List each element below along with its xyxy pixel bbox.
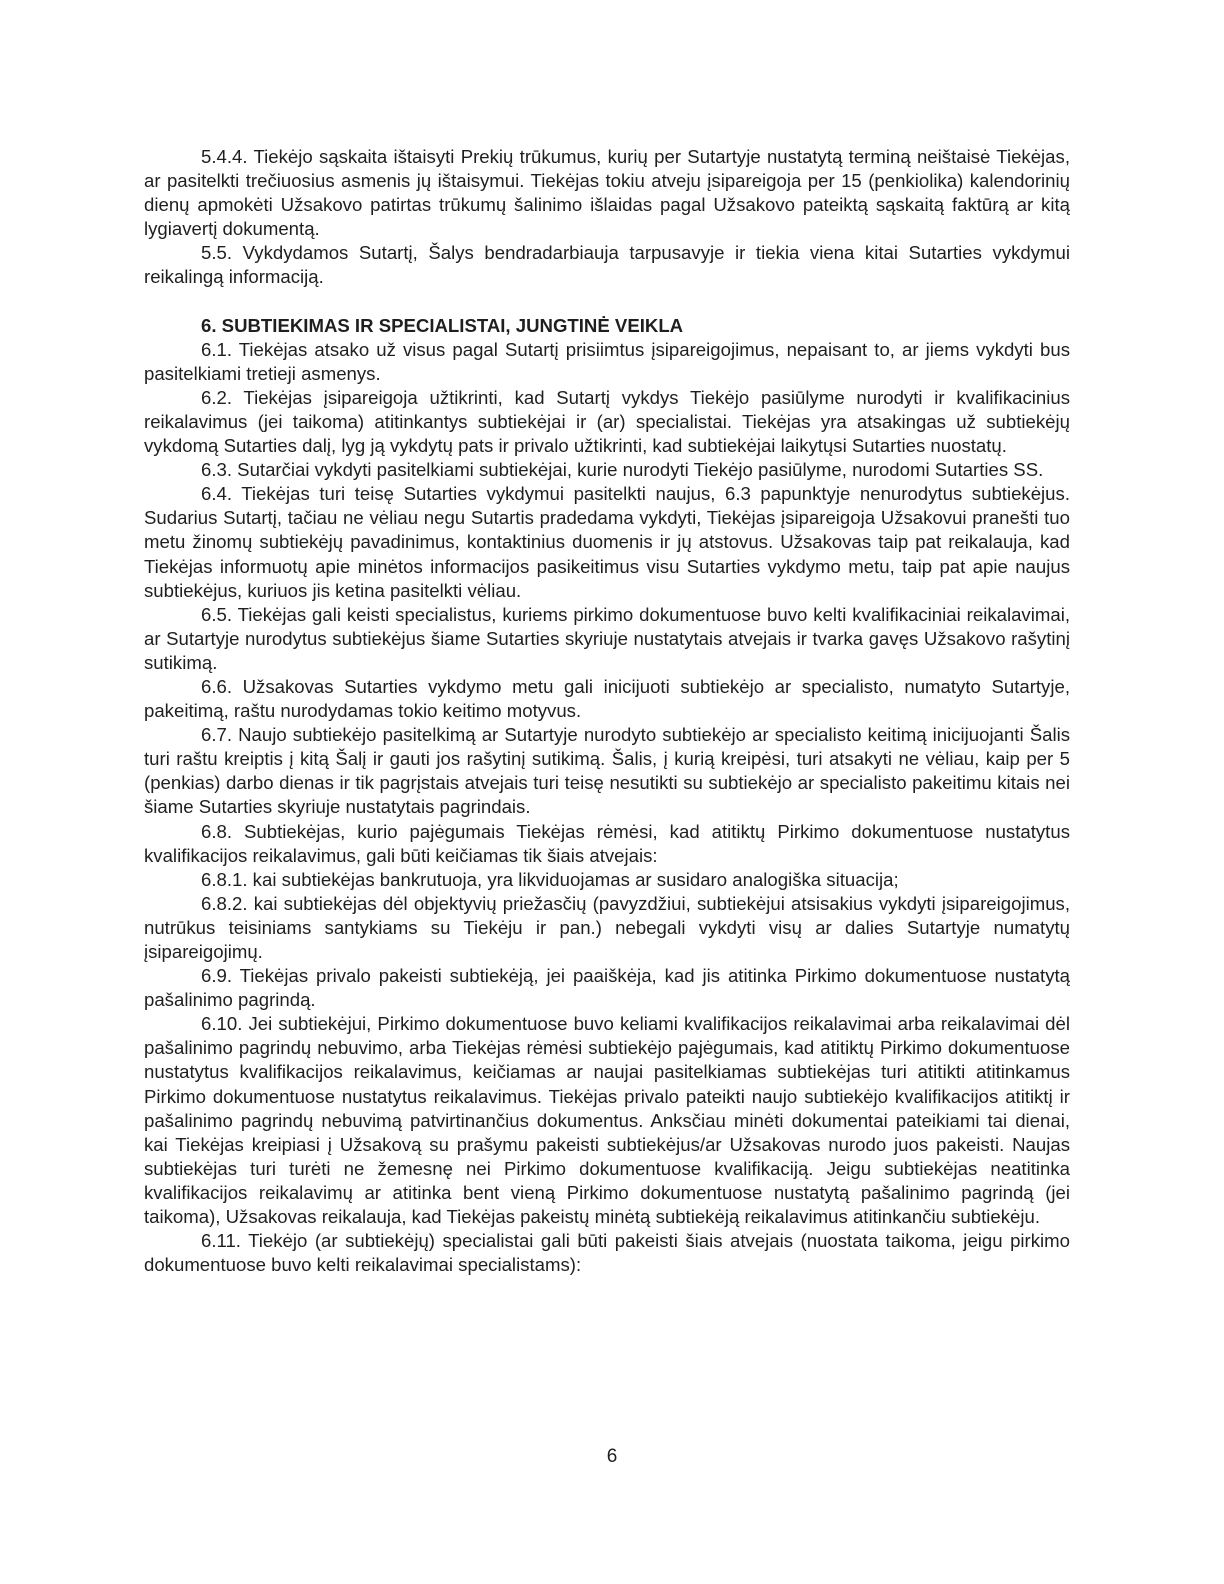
page-body — [144, 145, 1070, 1277]
paragraph-6-3: 6.3. Sutarčiai vykdyti pasitelkiami subtiekėjai, kurie nurodyti Tiekėjo pasiūlyme, nurodomi Sutarties SS. — [201, 459, 1044, 481]
paragraph-6-4: 6.4. Tiekėjas turi teisę Sutarties vykdymui pasitelkti naujus, 6.3 papunktyje nenurodytus subtiekėjus. Sudarius Sutartį, tačiau ne vėliau negu Sutartis pradedama vykdyti, Tiekėjas įsipareigoja Užsakovui pranešti tuo metu žinomų subtiekėjų pavadinimus, kontaktinius duomenis ir jų atstovus. Užsakovas taip pat reikalauja, kad Tiekėjas informuotų apie minėtos informacijos pasikeitimus visu Sutarties vykdymo metu, taip pat apie naujus subtiekėjus, kuriuos jis ketina pasitelkti vėliau. — [144, 483, 1070, 601]
section-heading: 6. SUBTIEKIMAS IR SPECIALISTAI, JUNGTINĖ VEIKLA — [201, 314, 684, 336]
paragraph-6-5: 6.5. Tiekėjas gali keisti specialistus, kuriems pirkimo dokumentuose buvo kelti kvalifikaciniai reikalavimai, ar Sutartyje nurodytus subtiekėjus šiame Sutarties skyriuje nustatytais atvejais ir tvarka gavęs Užsakovo rašytinį sutikimą. — [144, 603, 1070, 673]
paragraph-5-4-4: 5.4.4. Tiekėjo sąskaita ištaisyti Prekių trūkumus, kurių per Sutartyje nustatytą terminą neištaisė Tiekėjas, ar pasitelkti trečiuosius asmenis jų ištaisymui. Tiekėjas tokiu atveju įsipareigoja per 15 (penkiolika) kalendorinių dienų apmokėti Užsakovo patirtas trūkumų šalinimo išlaidas pagal Užsakovo pateiktą sąskaitą faktūrą ar kitą lygiavertį dokumentą. — [144, 146, 1070, 240]
paragraph-6-8-1: 6.8.1. kai subtiekėjas bankrutuoja, yra likviduojamas ar susidaro analogiška situacija; — [201, 868, 899, 890]
paragraph-6-7: 6.7. Naujo subtiekėjo pasitelkimą ar Sutartyje nurodyto subtiekėjo ar specialisto keitimą inicijuojanti Šalis turi raštu kreiptis į kitą Šalį ir gauti jos rašytinį sutikimą. Šalis, į kurią kreipėsi, turi atsakyti ne vėliau, kaip per 5 (penkias) darbo dienas ir tik pagrįstais atvejais turi teisę nesutikti su subtiekėjo ar specialisto pakeitimu kitais nei šiame Sutarties skyriuje nustatytais pagrindais. — [144, 724, 1070, 818]
paragraph-6-8: 6.8. Subtiekėjas, kurio pajėgumais Tiekėjas rėmėsi, kad atitiktų Pirkimo dokumentuose nustatytus kvalifikacijos reikalavimus, gali būti keičiamas tik šiais atvejais: — [144, 820, 1070, 866]
paragraph-6-1: 6.1. Tiekėjas atsako už visus pagal Sutartį prisiimtus įsipareigojimus, nepaisant to, ar jiems vykdyti bus pasitelkiami tretieji asmenys. — [144, 338, 1070, 384]
paragraph-6-11: 6.11. Tiekėjo (ar subtiekėjų) specialistai gali būti pakeisti šiais atvejais (nuostata taikoma, jeigu pirkimo dokumentuose buvo kelti reikalavimai specialistams): — [144, 1230, 1070, 1276]
paragraph-5-5: 5.5. Vykdydamos Sutartį, Šalys bendradarbiauja tarpusavyje ir tiekia viena kitai Sutarties vykdymui reikalingą informaciją. — [144, 242, 1070, 288]
paragraph-6-6: 6.6. Užsakovas Sutarties vykdymo metu gali inicijuoti subtiekėjo ar specialisto, numatyto Sutartyje, pakeitimą, raštu nurodydamas tokio keitimo motyvus. — [144, 675, 1070, 722]
paragraph-6-2: 6.2. Tiekėjas įsipareigoja užtikrinti, kad Sutartį vykdys Tiekėjo pasiūlyme nurodyti ir kvalifikacinius reikalavimus (jei taikoma) atitinkantys subtiekėjai ir (ar) specialistai. Tiekėjas yra atsakingas už subtiekėjų vykdomą Sutarties dalį, lyg ją vykdytų pats ir privalo užtikrinti, kad subtiekėjai laikytųsi Sutarties nuostatų. — [144, 386, 1070, 457]
page-number: 6 — [606, 1446, 618, 1467]
paragraph-6-9: 6.9. Tiekėjas privalo pakeisti subtiekėją, jei paaiškėja, kad jis atitinka Pirkimo dokumentuose nustatytą pašalinimo pagrindą. — [144, 965, 1070, 1011]
paragraph-6-8-2: 6.8.2. kai subtiekėjas dėl objektyvių priežasčių (pavyzdžiui, subtiekėjui atsisakius vykdyti įsipareigojimus, nutrūkus teisiniams santykiams su Tiekėju ir pan.) nebegali vykdyti visų ar dalies Sutartyje numatytų įsipareigojimų. — [144, 892, 1070, 962]
section-spacer — [144, 290, 1070, 314]
paragraph-6-10: 6.10. Jei subtiekėjui, Pirkimo dokumentuose buvo keliami kvalifikacijos reikalavimai arba reikalavimai dėl pašalinimo pagrindų nebuvimo, arba Tiekėjas rėmėsi subtiekėjo pajėgumais, kad atitiktų Pirkimo dokumentuose nustatytus kvalifikacijos reikalavimus, keičiamas ar naujai pasitelkiamas subtiekėjas turi atitikti atitinkamus Pirkimo dokumentuose nustatytus reikalavimus. Tiekėjas privalo pateikti naujo subtiekėjo kvalifikacijos atitiktį ir pašalinimo pagrindų nebuvimą patvirtinančius dokumentus. Anksčiau minėti dokumentai pateikiami tai dienai, kai Tiekėjas kreipiasi į Užsakovą su prašymu pakeisti subtiekėjus/ar Užsakovas nurodo juos pakeisti. Naujas subtiekėjas turi turėti ne žemesnę nei Pirkimo dokumentuose kvalifikaciją. Jeigu subtiekėjas neatitinka kvalifikacijos reikalavimų ar atitinka bent vieną Pirkimo dokumentuose nustatytą pašalinimo pagrindą (jei taikoma), Užsakovas reikalauja, kad Tiekėjas pakeistų minėtą subtiekėją reikalavimus atitinkančiu subtiekėju. — [144, 1013, 1070, 1228]
